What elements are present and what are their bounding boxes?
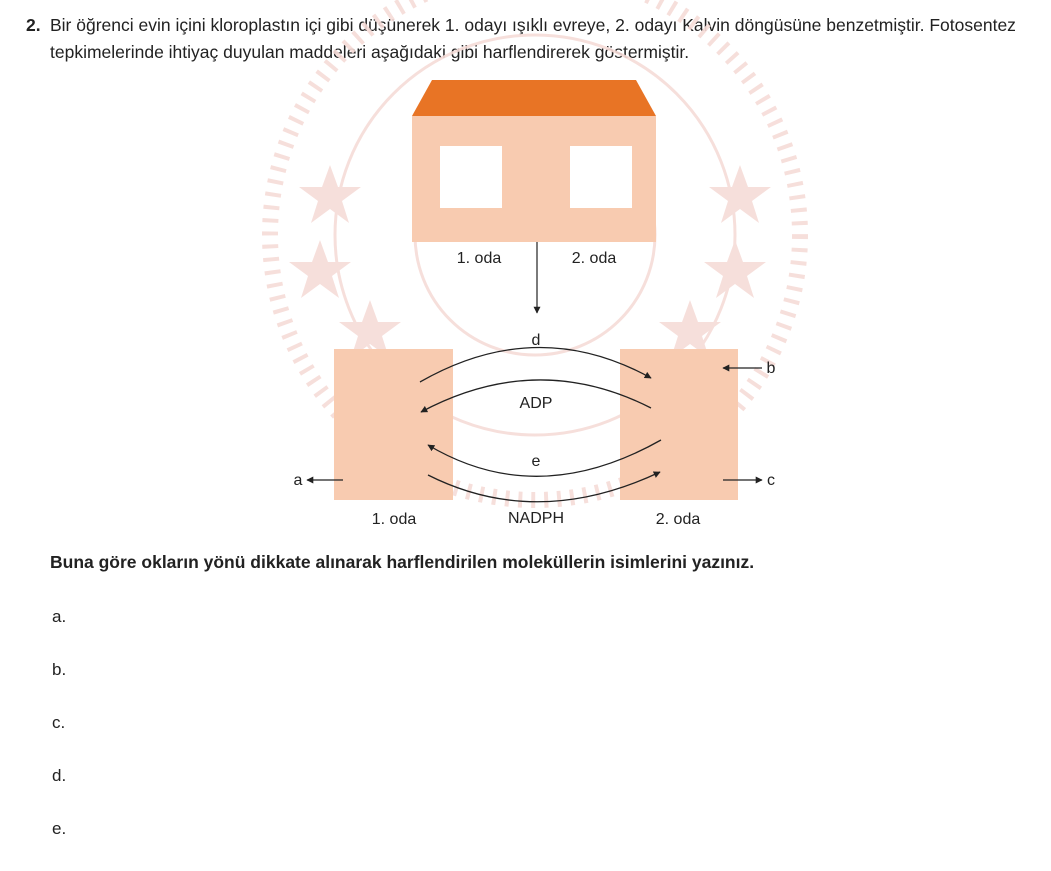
answer-e: e. — [52, 819, 67, 838]
house-window-left — [440, 146, 502, 208]
label-nadph: NADPH — [507, 510, 565, 527]
answer-b: b. — [52, 660, 67, 679]
label-b: b — [766, 360, 776, 377]
label-c: c — [767, 472, 775, 489]
label-e: e — [531, 453, 541, 470]
house-window-right — [570, 146, 632, 208]
question-number: 2. — [26, 15, 41, 35]
answer-list — [52, 606, 66, 871]
question-text: Bir öğrenci evin içini kloroplastın içi gibi düşünerek 1. odayı ışıklı evreye, 2. odayı Kalvin döngüsüne benzetmiştir. Fotosentez tepkimelerinde ihtiyaç duyulan maddeleri aşağıdaki gibi harflendirerek göstermiştir. — [50, 15, 1016, 62]
label-a: a — [293, 472, 303, 489]
answer-a: a. — [52, 607, 67, 626]
arrow-d — [420, 347, 651, 382]
label-adp: ADP — [519, 395, 553, 412]
room1-label: 1. oda — [371, 511, 417, 528]
room2-label: 2. oda — [655, 511, 701, 528]
house-room1-label: 1. oda — [456, 250, 502, 267]
label-d: d — [531, 332, 541, 349]
instruction-text: Buna göre okların yönü dikkate alınarak harflendirilen moleküllerin isimlerini yazınız. — [50, 552, 755, 572]
house-roof — [412, 80, 656, 116]
room1-box — [334, 349, 453, 500]
answer-d: d. — [52, 766, 67, 785]
house-room2-label: 2. oda — [571, 250, 617, 267]
answer-c: c. — [52, 713, 66, 732]
